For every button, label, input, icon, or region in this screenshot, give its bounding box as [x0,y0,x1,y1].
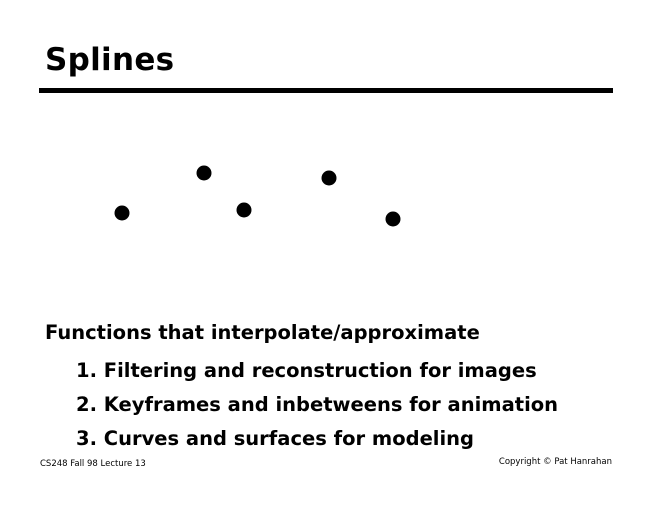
course-footer: CS248 Fall 98 Lecture 13 [40,459,146,469]
topic-list [76,354,558,456]
list-item: 3. Curves and surfaces for modeling [76,427,475,450]
lead-text: Functions that interpolate/approximate [45,321,480,344]
control-point-3 [237,203,252,218]
slide-title: Splines [45,42,175,78]
control-point-2 [197,166,212,181]
control-point-4 [322,171,337,186]
control-point-5 [386,212,401,227]
list-item: 2. Keyframes and inbetweens for animation [76,393,559,416]
list-item: 1. Filtering and reconstruction for images [76,359,537,382]
copyright-footer: Copyright © Pat Hanrahan [498,457,612,467]
control-point-1 [115,206,130,221]
